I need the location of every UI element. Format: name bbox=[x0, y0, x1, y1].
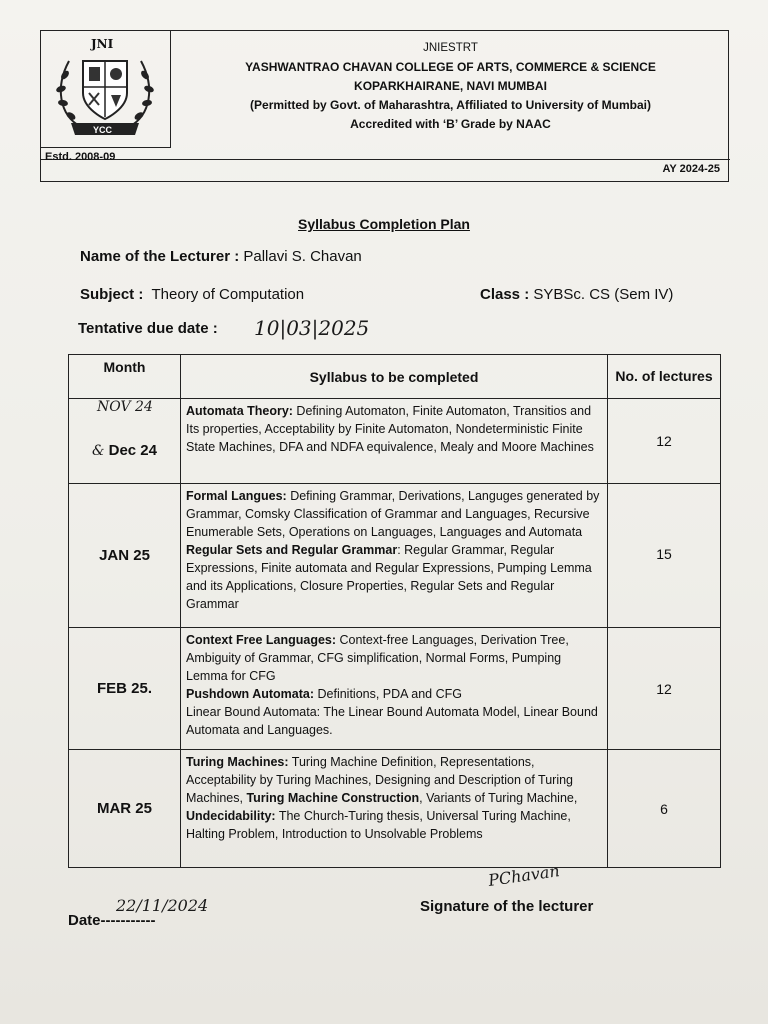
topic-text: The Church-Turing thesis, Universal Turing Machine, Halting Problem, Introduction to Unsolvable Problems bbox=[186, 809, 571, 841]
syllabus-table bbox=[68, 354, 721, 868]
syllabus-header: Syllabus to be completed bbox=[181, 355, 608, 399]
table-row bbox=[69, 399, 721, 484]
month-cell: JAN 25 bbox=[69, 484, 181, 628]
signature-label: Signature of the lecturer bbox=[420, 898, 594, 915]
topic-heading: Pushdown Automata: bbox=[186, 687, 315, 701]
org-line: JNIESTRT bbox=[423, 42, 478, 54]
month-cell bbox=[69, 399, 181, 484]
month-header: Month bbox=[69, 355, 181, 399]
topic-text: Linear Bound Automata: The Linear Bound Automata Model, Linear Bound Automata and Languages. bbox=[186, 705, 598, 737]
lectures-cell: 12 bbox=[608, 628, 721, 750]
date-handwritten: 22/11/2024 bbox=[116, 896, 209, 915]
class-value: SYBSc. CS (Sem IV) bbox=[533, 286, 674, 303]
college-name: YASHWANTRAO CHAVAN COLLEGE OF ARTS, COMMERCE & SCIENCE bbox=[245, 60, 656, 74]
subject-value: Theory of Computation bbox=[151, 286, 305, 303]
college-header bbox=[40, 30, 729, 182]
due-date-field bbox=[78, 320, 218, 337]
topic-heading: Turing Machines: bbox=[186, 755, 289, 769]
logo-top-text: JNI bbox=[91, 37, 114, 51]
topic-heading: Regular Sets and Regular Grammar bbox=[186, 543, 398, 557]
due-date-handwritten: 10|03|2025 bbox=[254, 316, 370, 340]
academic-year: AY 2024-25 bbox=[662, 163, 720, 175]
signature-handwritten: PChavan bbox=[487, 861, 561, 890]
topic-text: : Regular Grammar, Regular Expressions, Finite automata and Regular Expressions, Pumping Lemma and its Applications, Closure Properties, Regular Sets and Regular Grammar bbox=[186, 543, 592, 611]
table-row bbox=[69, 750, 721, 868]
topic-heading: Context Free Languages: bbox=[186, 633, 337, 647]
topic-text: Definitions, PDA and CFG bbox=[314, 687, 462, 701]
syllabus-cell bbox=[181, 628, 608, 750]
topic-heading: Undecidability: bbox=[186, 809, 276, 823]
header-divider bbox=[41, 159, 730, 160]
month-cell: FEB 25. bbox=[69, 628, 181, 750]
topic-text: Defining Grammar, Derivations, Languges generated by Grammar, Comsky Classification of Grammar and Languages, Recursive Enumerable Sets, Operations on Languages, Languages and Automata bbox=[186, 489, 600, 539]
college-accreditation: Accredited with ‘B’ Grade by NAAC bbox=[350, 117, 551, 131]
lectures-cell: 15 bbox=[608, 484, 721, 628]
logo-divider bbox=[41, 147, 171, 148]
class-label: Class : bbox=[480, 286, 530, 303]
topic-heading: Formal Langues: bbox=[186, 489, 287, 503]
lecturer-field bbox=[80, 248, 362, 265]
subject-label: Subject : bbox=[80, 286, 144, 303]
lectures-cell: 12 bbox=[608, 399, 721, 484]
syllabus-cell bbox=[181, 484, 608, 628]
month-cell: MAR 25 bbox=[69, 750, 181, 868]
lectures-header: No. of lectures bbox=[608, 355, 721, 399]
month-label: Dec 24 bbox=[108, 441, 157, 459]
topic-text: Defining Automaton, Finite Automaton, Transitios and Its properties, Acceptability by Finite Automaton, Nondeterministic Finite State Machines, DFA and NDFA equivalence, Mealy and Moore Machines bbox=[186, 404, 594, 454]
syllabus-cell bbox=[181, 750, 608, 868]
month-prefix-handwritten: & bbox=[91, 442, 105, 459]
topic-heading: Turing Machine Construction bbox=[246, 791, 420, 805]
college-permission: (Permitted by Govt. of Maharashtra, Affiliated to University of Mumbai) bbox=[250, 98, 651, 112]
subject-field bbox=[80, 286, 304, 303]
college-address bbox=[173, 39, 728, 134]
logo-banner-text: YCC bbox=[93, 125, 113, 135]
due-date-label: Tentative due date : bbox=[78, 320, 218, 337]
date-label: Date----------- bbox=[68, 912, 156, 929]
lectures-cell: 6 bbox=[608, 750, 721, 868]
college-location: KOPARKHAIRANE, NAVI MUMBAI bbox=[354, 79, 547, 93]
lecturer-label: Name of the Lecturer : bbox=[80, 248, 240, 265]
topic-text: , Variants of Turing Machine, bbox=[419, 791, 578, 805]
class-field bbox=[480, 286, 673, 303]
topic-text: Turing Machine Definition, Representations, Acceptability by Turing Machines, Designing and Description of Turing Machines, bbox=[186, 755, 574, 805]
college-logo-cell bbox=[41, 31, 171, 147]
lecturer-value: Pallavi S. Chavan bbox=[243, 248, 362, 265]
syllabus-cell bbox=[181, 399, 608, 484]
month-handwritten: NOV 24 bbox=[97, 399, 153, 415]
topic-text: Context-free Languages, Derivation Tree, Ambiguity of Grammar, CFG simplification, Normal Forms, Pumping Lemma for CFG bbox=[186, 633, 569, 683]
table-row bbox=[69, 628, 721, 750]
table-row bbox=[69, 484, 721, 628]
established-year: Estd. 2008-09 bbox=[45, 151, 116, 163]
page-title: Syllabus Completion Plan bbox=[298, 216, 470, 232]
table-header-row bbox=[69, 355, 721, 399]
topic-heading: Automata Theory: bbox=[186, 404, 293, 418]
